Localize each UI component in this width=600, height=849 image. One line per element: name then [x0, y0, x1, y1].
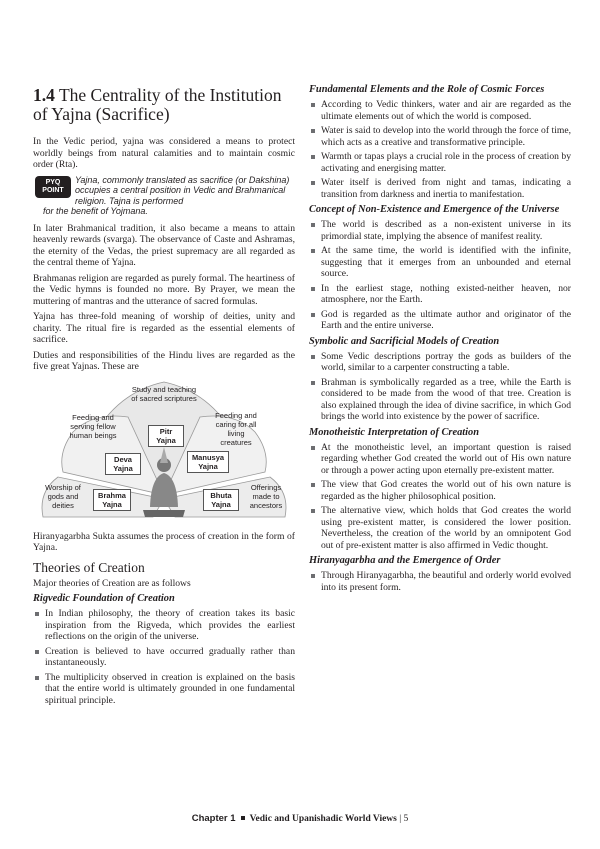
list-item: Through Hiranyagarbha, the beautiful and orderly world evolved into its present form. — [309, 570, 571, 593]
heading-theories: Theories of Creation — [33, 559, 145, 575]
paragraph: In later Brahmanical tradition, it also became a means to attain heavenly rewards (svarga). The observance of Caste and Ashramas, the eternity of the Vedas, the priest supremacy are all regarded as the central theme of Yajna. — [33, 222, 295, 268]
monotheistic-list — [309, 442, 571, 552]
rigvedic-list — [33, 608, 295, 706]
subheading-monotheistic: Monotheistic Interpretation of Creation — [309, 426, 480, 438]
section-heading: The Centrality of the Institution of Yajna (Sacrifice) — [33, 85, 282, 124]
hiranyagarbha-list — [309, 570, 571, 593]
subheading-symbolic: Symbolic and Sacrificial Models of Creation — [309, 335, 500, 347]
subheading-fundamental: Fundamental Elements and the Role of Cosmic Forces — [309, 84, 545, 95]
pyq-badge-top: PYQ — [45, 178, 61, 186]
pyq-badge-bottom: POINT — [42, 186, 64, 194]
list-item: Warmth or tapas plays a crucial role in the process of creation by activating and energising matter. — [309, 151, 571, 174]
label-feeding-creatures: Feeding and caring for all living creatures — [215, 410, 257, 447]
paragraph: Brahmanas religion are regarded as purely formal. The heartiness of the Vedic hymns is founded no more. By Prayer, we mean the muttering of mantras and the utterance of sacred formulas. — [33, 272, 295, 307]
pyq-text: Yajna, commonly translated as sacrifice (or Dakshina) occupies a central position in Vedic and Brahmanical religion. Tajna is performed — [75, 174, 290, 206]
footer-square-icon — [241, 816, 245, 820]
box-brahma-yajna: Brahma Yajna — [93, 489, 131, 511]
pyq-text-continued: for the benefit of Yojmana. — [43, 206, 148, 216]
label-offerings: Offerings made to ancestors — [249, 482, 283, 510]
list-item: Brahman is symbolically regarded as a tree, while the Earth is considered to be made from the wood of that tree. Creation is also explained through the idea of divine sacrifice, in which God brings the world into existence by the power of sacrifice. — [309, 377, 571, 423]
footer-chapter: Chapter 1 — [191, 813, 236, 824]
list-item: Water is said to develop into the world through the force of time, which acts as a creative and transformative principle. — [309, 125, 571, 148]
list-item: In Indian philosophy, the theory of creation takes its basic inspiration from the Rigveda, which provides the earliest reflections on the origin of the universe. — [33, 608, 295, 643]
list-item: The alternative view, which holds that God creates the world using pre-existent matter, is considered the lower position. Nevertheless, the creation of the world by an omnipotent God out of pre-existent matter is also affirmed in Vedic thought. — [309, 505, 571, 551]
five-yajnas-diagram — [33, 377, 295, 527]
paragraph: Duties and responsibilities of the Hindu lives are regarded as the five great Yajnas. These are — [33, 349, 295, 372]
list-item: Some Vedic descriptions portray the gods as builders of the world, similar to a carpenter constructing a table. — [309, 351, 571, 374]
right-column — [309, 82, 571, 597]
list-item: According to Vedic thinkers, water and air are regarded as the ultimate elements out of which the world is composed. — [309, 99, 571, 122]
page-footer — [0, 813, 600, 824]
box-manusya-yajna: Manusya Yajna — [187, 451, 229, 473]
list-item: Creation is believed to have occurred gradually rather than instantaneously. — [33, 646, 295, 669]
box-bhuta-yajna: Bhuta Yajna — [203, 489, 239, 511]
list-item: God is regarded as the ultimate author and originator of the Earth and the entire universe. — [309, 309, 571, 332]
list-item: The multiplicity observed in creation is explained on the basis that the entire world is ultimately grounded in one fundamental spiritual principle. — [33, 672, 295, 707]
fundamental-list — [309, 99, 571, 200]
paragraph: Major theories of Creation are as follows — [33, 577, 191, 589]
section-title — [33, 86, 295, 124]
section-number: 1.4 — [33, 85, 55, 105]
list-item: Water itself is derived from night and tamas, indicating a transition from darkness and inertia to manifestation. — [309, 177, 571, 200]
paragraph: In the Vedic period, yajna was considered a means to protect worldly beings from natural calamities and to maintain cosmic order (Rta). — [33, 136, 295, 170]
left-column — [33, 82, 295, 710]
label-study: Study and teaching of sacred scriptures — [131, 384, 197, 403]
footer-page-number: | 5 — [399, 814, 409, 824]
box-pitr-yajna: Pitr Yajna — [148, 425, 184, 447]
subheading-rigvedic: Rigvedic Foundation of Creation — [33, 593, 175, 604]
subheading-hiranyagarbha: Hiranyagarbha and the Emergence of Order — [309, 555, 501, 566]
list-item: The world is described as a non-existent universe in its primordial state, implying the absence of manifest reality. — [309, 219, 571, 242]
pyq-badge-icon — [35, 176, 71, 198]
paragraph: Hiranyagarbha Sukta assumes the process of creation in the form of Yajna. — [33, 530, 295, 553]
symbolic-list — [309, 351, 571, 423]
list-item: In the earliest stage, nothing existed-neither heaven, nor atmosphere, nor the Earth. — [309, 283, 571, 306]
list-item: At the monotheistic level, an important question is raised regarding whether God created the world out of His own nature or through a power acting upon eternally pre-existent matter. — [309, 442, 571, 477]
pyq-point-box — [33, 175, 295, 217]
label-worship: Worship of gods and deities — [45, 482, 81, 510]
nonexistence-list — [309, 219, 571, 332]
subheading-nonexistence: Concept of Non-Existence and Emergence of the Universe — [309, 204, 560, 215]
box-deva-yajna: Deva Yajna — [105, 453, 141, 475]
list-item: At the same time, the world is identified with the infinite, suggesting that it emerges from an unbounded and eternal source. — [309, 245, 571, 280]
list-item: The view that God creates the world out of his own nature is regarded as the higher philosophical position. — [309, 479, 571, 502]
label-feeding-humans: Feeding and serving fellow human beings — [69, 412, 117, 440]
footer-title: Vedic and Upanishadic World Views — [249, 814, 397, 824]
paragraph: Yajna has three-fold meaning of worship of deities, unity and charity. The ritual fire is regarded as the essential elements of sacrifice. — [33, 311, 295, 345]
